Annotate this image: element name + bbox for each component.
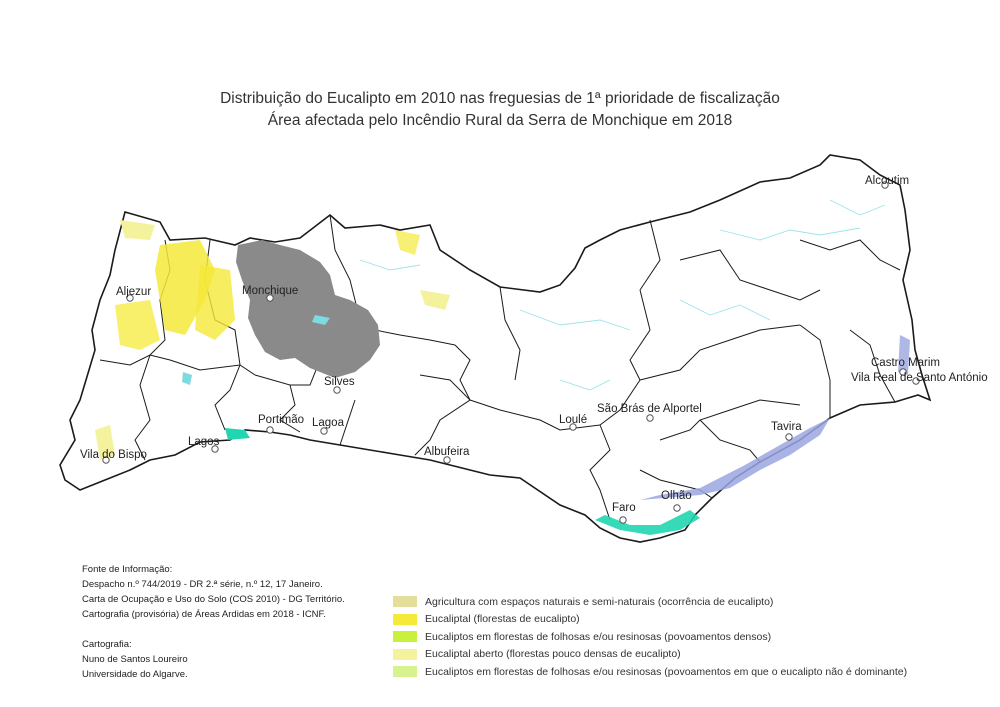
source-line-1: Despacho n.º 744/2019 - DR 2.ª série, n.º 12, 17 Janeiro. <box>82 579 323 590</box>
svg-text:Lagos: Lagos <box>188 436 220 448</box>
source-line-2: Carta de Ocupação e Uso do Solo (COS 2010) - DG Território. <box>82 594 345 605</box>
svg-text:Olhão: Olhão <box>661 490 692 502</box>
legend-item <box>393 646 907 664</box>
legend-swatch <box>393 649 417 660</box>
sources-heading: Fonte de Informação: <box>82 564 173 575</box>
svg-text:Alcoutim: Alcoutim <box>865 175 910 187</box>
legend-item <box>393 593 907 611</box>
legend-item <box>393 663 907 681</box>
svg-text:São Brás de Alportel: São Brás de Alportel <box>597 403 702 415</box>
legend-swatch <box>393 596 417 607</box>
legend-label: Eucaliptos em florestas de folhosas e/ou resinosas (povoamentos densos) <box>425 630 772 643</box>
legend-item <box>393 628 907 646</box>
legend-label: Eucaliptal (florestas de eucalipto) <box>425 613 580 626</box>
town-alcoutim <box>865 175 909 188</box>
svg-text:Loulé: Loulé <box>559 414 588 426</box>
legend-swatch <box>393 631 417 642</box>
map-subtitle: Área afectada pelo Incêndio Rural da Serra de Monchique em 2018 <box>267 112 733 129</box>
credits-author: Nuno de Santos Loureiro <box>82 654 188 665</box>
svg-text:Lagoa: Lagoa <box>312 417 344 429</box>
svg-text:Vila do Bispo: Vila do Bispo <box>80 449 147 461</box>
source-line-3: Cartografia (provisória) de Áreas Ardidas em 2018 - ICNF. <box>82 609 326 620</box>
svg-text:Tavira: Tavira <box>771 421 802 433</box>
svg-text:Faro: Faro <box>612 502 636 514</box>
legend-swatch <box>393 666 417 677</box>
credits-block <box>82 637 188 682</box>
legend <box>393 593 907 681</box>
legend-item <box>393 611 907 629</box>
credits-institution: Universidade do Algarve. <box>82 669 188 680</box>
svg-text:Portimão: Portimão <box>258 414 305 426</box>
svg-text:Aljezur: Aljezur <box>116 286 152 298</box>
algarve-outline <box>60 155 930 542</box>
sources-block <box>82 562 345 622</box>
legend-swatch <box>393 614 417 625</box>
map-title: Distribuição do Eucalipto em 2010 nas freguesias de 1ª prioridade de fiscalização <box>220 90 780 107</box>
legend-label: Agricultura com espaços naturais e semi-naturais (ocorrência de eucalipto) <box>425 595 774 608</box>
credits-heading: Cartografia: <box>82 639 132 650</box>
svg-text:Castro Marim: Castro Marim <box>871 357 941 369</box>
svg-text:Vila Real de Santo António: Vila Real de Santo António <box>851 372 988 384</box>
svg-text:Albufeira: Albufeira <box>424 446 470 458</box>
legend-label: Eucaliptal aberto (florestas pouco densas de eucalipto) <box>425 648 681 661</box>
legend-label: Eucaliptos em florestas de folhosas e/ou resinosas (povoamentos em que o eucalipto não é dominante) <box>425 665 908 678</box>
svg-text:Monchique: Monchique <box>242 285 299 297</box>
town-lagos <box>188 436 220 452</box>
svg-text:Silves: Silves <box>324 376 355 388</box>
town-vrsa <box>851 372 988 384</box>
